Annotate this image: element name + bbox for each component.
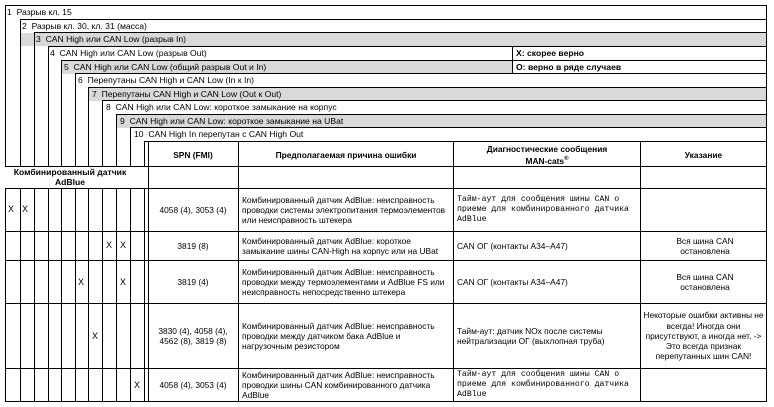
row-4-note: Некоторые ошибки активны не всегда! Иногда они присутствуют, а иногда нет. -> Это всегда признак перепутанных шин CAN! xyxy=(643,310,764,362)
fault-row-1: 1 Разрыв кл. 15 xyxy=(7,7,72,17)
fault-row-3: 3 CAN High или CAN Low (разрыв In) xyxy=(36,34,187,44)
header-cause: Предполагаемая причина ошибки xyxy=(275,149,417,160)
component-label: Комбинированный датчик AdBlue xyxy=(13,167,127,187)
row-2-cause: Комбинированный датчик AdBlue: короткое замыкание шины CAN-High на корпус или на UBat xyxy=(242,235,439,256)
row-4-spn: 3830 (4), 4058 (4), 4562 (8), 3819 (8) xyxy=(158,325,228,346)
row-5-spn: 4058 (4), 3053 (4) xyxy=(159,379,227,390)
header-note: Указание xyxy=(684,149,723,160)
header-spn: SPN (FMI) xyxy=(173,149,213,160)
row-3-diag: CAN ОГ (контакты A34–A47) xyxy=(457,276,568,287)
row-1-diag: Тайм-аут для сообщения шины CAN о приеме для комбинированного датчика AdBlue xyxy=(457,195,629,224)
fault-row-4: 4 CAN High или CAN Low (разрыв Out) xyxy=(50,48,207,58)
row-5-cause: Комбинированный датчик AdBlue: неисправность проводки шины CAN комбинированного датчика AdBlue xyxy=(242,369,435,401)
row-2-mark-fault-8: X xyxy=(105,240,112,250)
row-2-mark-fault-9: X xyxy=(119,240,126,250)
header-diag-line2: MAN-cats® xyxy=(525,155,569,166)
row-4-cause: Комбинированный датчик AdBlue: неисправность проводки между датчиком бака AdBlue и нагрузочным резистором xyxy=(242,320,435,352)
row-3-mark-fault-9: X xyxy=(119,277,126,287)
row-1-spn: 4058 (4), 3053 (4) xyxy=(159,204,227,215)
row-5-mark-fault-10: X xyxy=(133,380,140,390)
fault-row-5: 5 CAN High или CAN Low (общий разрыв Out и In) xyxy=(64,62,267,72)
row-5-diag: Тайм-аут для сообщения шины CAN о приеме для комбинированного датчика AdBlue xyxy=(457,370,629,399)
row-3-mark-fault-6: X xyxy=(77,277,84,287)
legend-sometimes: O: верно в ряде случаев xyxy=(516,62,622,72)
row-5-note xyxy=(641,369,766,401)
row-1-note xyxy=(641,189,766,231)
row-3-note: Вся шина CAN остановлена xyxy=(676,271,734,292)
row-3-spn: 3819 (4) xyxy=(177,276,209,287)
fault-row-7: 7 Перепутаны CAN High и CAN Low (Out к Out) xyxy=(92,89,282,99)
fault-row-8: 8 CAN High или CAN Low: короткое замыкание на корпус xyxy=(106,102,337,112)
row-1-mark-fault-1: X xyxy=(7,204,14,214)
header-diag-line1: Диагностические сообщения xyxy=(486,143,608,154)
fault-row-10: 10 CAN High In перепутан с CAN High Out xyxy=(134,129,304,139)
fault-row-6: 6 Перепутаны CAN High и CAN Low (In к In) xyxy=(78,75,255,85)
legend-likely: X: скорее верно xyxy=(516,48,585,58)
row-1-cause: Комбинированный датчик AdBlue: неисправность проводки системы электропитания термоэлементов или неисправность штекера xyxy=(242,194,446,226)
row-2-diag: CAN ОГ (контакты A34–A47) xyxy=(457,240,568,251)
row-1-mark-fault-2: X xyxy=(21,204,28,214)
fault-row-9: 9 CAN High или CAN Low: короткое замыкание на UBat xyxy=(120,116,344,126)
row-4-diag: Тайм-аут: датчик NOx после системы нейтрализации ОГ (выхлопная труба) xyxy=(457,325,605,346)
row-2-note: Вся шина CAN остановлена xyxy=(676,235,734,256)
row-2-spn: 3819 (8) xyxy=(177,240,209,251)
row-3-cause: Комбинированный датчик AdBlue: неисправность проводки между термоэлементами и AdBlue FS или неисправность непосредственно штекера xyxy=(242,266,445,298)
fault-row-2: 2 Разрыв кл. 30, кл. 31 (масса) xyxy=(22,21,147,31)
header-diag xyxy=(454,142,640,167)
row-4-mark-fault-7: X xyxy=(91,331,98,341)
